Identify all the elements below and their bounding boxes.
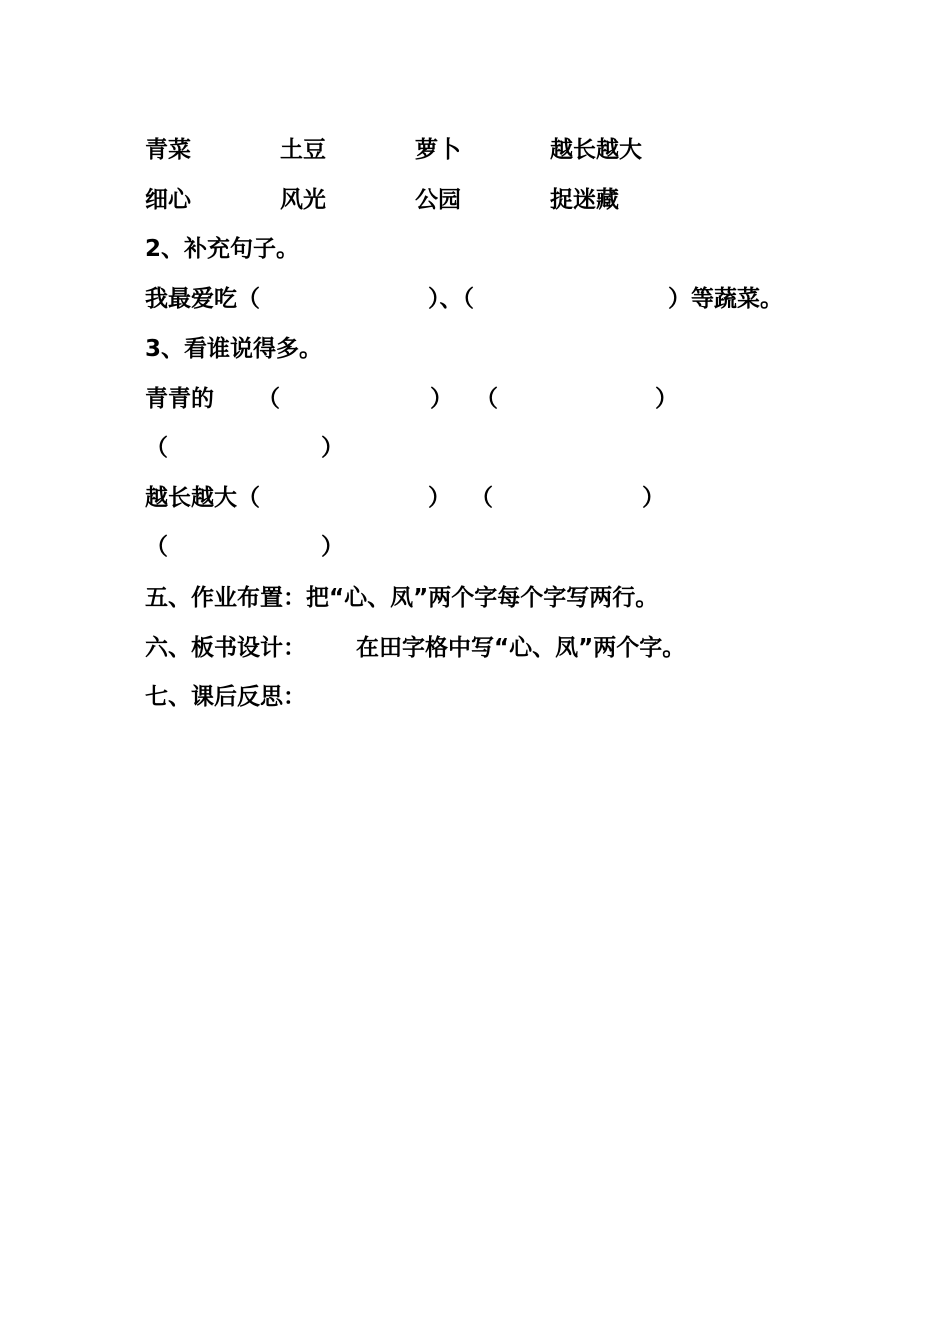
close-paren: ） <box>321 435 344 461</box>
close-paren: ） <box>321 534 344 560</box>
open-paren: （ <box>145 534 168 560</box>
word: 青菜 <box>145 137 191 163</box>
word: 土豆 <box>280 137 326 163</box>
close-paren: ） <box>430 386 453 412</box>
close-paren: ） <box>642 485 665 511</box>
close-paren: ） <box>428 485 451 511</box>
word: 公园 <box>415 187 461 213</box>
after-class-reflection: 七、课后反思： <box>145 684 306 710</box>
board-design-content: 在田字格中写“心、凤”两个字。 <box>356 635 686 661</box>
open-paren: （ <box>257 386 280 412</box>
section-2-heading: 2、补充句子。 <box>145 236 300 262</box>
close-paren: ） <box>655 386 678 412</box>
word: 风光 <box>280 187 326 213</box>
section-3-heading: 3、看谁说得多。 <box>145 336 323 362</box>
word: 越长越大 <box>550 137 642 163</box>
sentence-end: ）等蔬菜。 <box>668 286 783 312</box>
open-paren: （ <box>145 435 168 461</box>
board-design-label: 六、板书设计： <box>145 635 306 661</box>
row-label: 青青的 <box>145 386 214 412</box>
open-paren: （ <box>470 485 493 511</box>
row-label: 越长越大（ <box>145 485 260 511</box>
homework-assignment: 五、作业布置：把“心、凤”两个字每个字写两行。 <box>145 585 659 611</box>
word: 细心 <box>145 187 191 213</box>
word: 捉迷藏 <box>550 187 619 213</box>
open-paren: （ <box>475 386 498 412</box>
sentence-start: 我最爱吃（ <box>145 286 260 312</box>
word: 萝卜 <box>415 137 461 163</box>
sentence-middle: ）、（ <box>428 286 474 312</box>
